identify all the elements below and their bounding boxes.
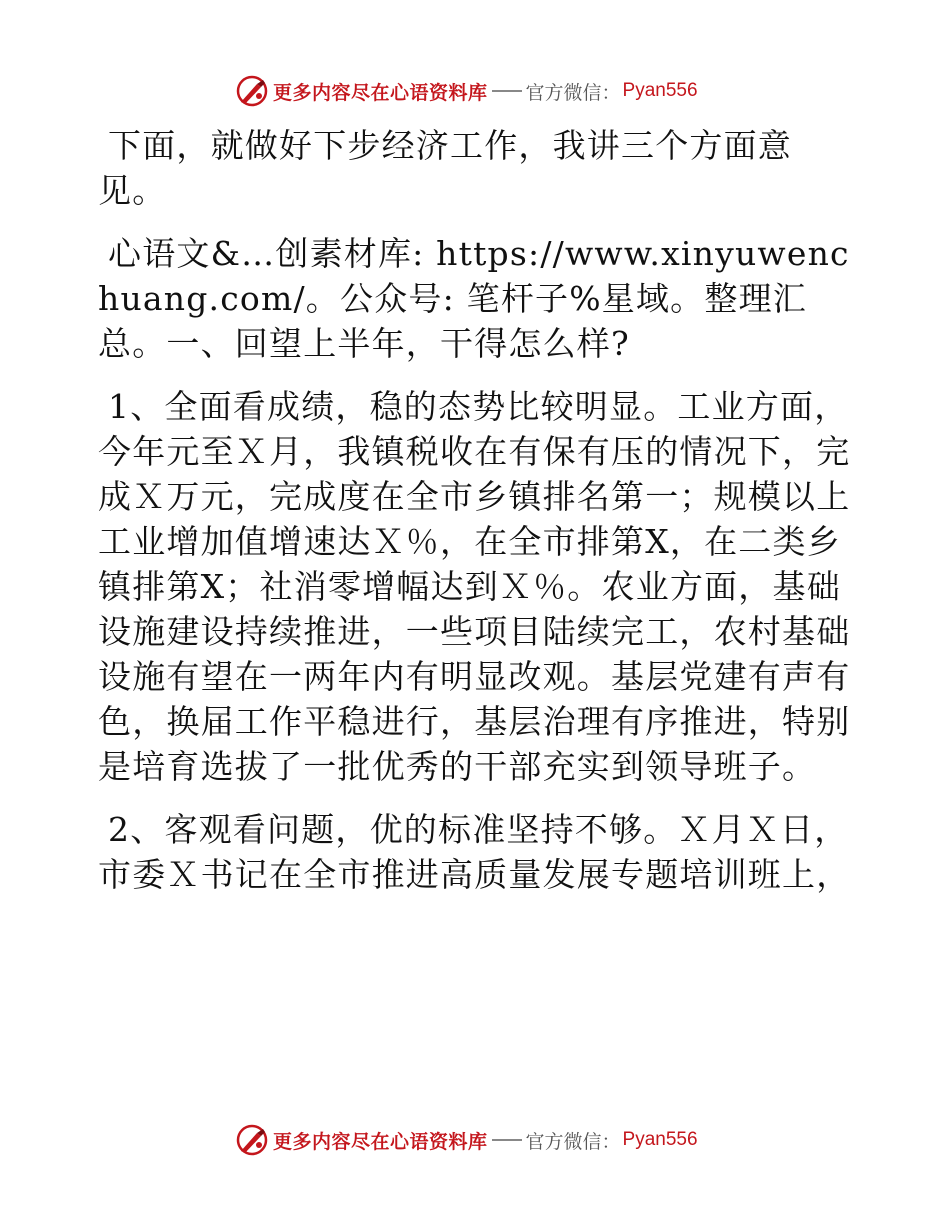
pen-logo-icon	[235, 1123, 269, 1157]
watermark-sub-text: 官方微信：	[525, 1130, 621, 1153]
watermark-dash	[492, 1139, 522, 1141]
header-watermark	[235, 73, 698, 109]
paragraph-source	[98, 231, 853, 366]
document-body	[98, 123, 853, 915]
watermark-main-text: 更多内容尽在心语资料库	[273, 81, 488, 104]
paragraph-problems-text: 2、客观看问题，优的标准坚持不够。Ｘ月Ｘ日，市委Ｘ书记在全市推进高质量发展专题培训班上，	[98, 810, 851, 894]
paragraph-intro-text: 下面，就做好下步经济工作，我讲三个方面意见。	[98, 126, 792, 210]
paragraph-source-text: 心语文&…创素材库: https://www.xinyuwenchuang.com/。公众号: 笔杆子%星域。整理汇总。一、回望上半年，干得怎么样?	[98, 234, 850, 363]
watermark-sub-text: 官方微信：	[525, 81, 621, 104]
watermark-wechat-id: Pyan556	[622, 80, 698, 101]
paragraph-intro	[98, 123, 853, 213]
paragraph-achievements	[98, 384, 853, 789]
watermark-main-text: 更多内容尽在心语资料库	[273, 1130, 488, 1153]
paragraph-achievements-text: 1、全面看成绩，稳的态势比较明显。工业方面，今年元至Ｘ月，我镇税收在有保有压的情况下，完成Ｘ万元，完成度在全市乡镇排名第一；规模以上工业增加值增速达Ｘ％，在全市排第X，在二类乡镇排第X；社消零增幅达到Ｘ％。农业方面，基础设施建设持续推进，一些项目陆续完工，农村基础设施有望在一两年内有明显改观。基层党建有声有色，换届工作平稳进行，基层治理有序推进，特别是培育选拔了一批优秀的干部充实到领导班子。	[98, 387, 851, 786]
paragraph-problems	[98, 807, 853, 897]
pen-logo-icon	[235, 74, 269, 108]
watermark-wechat-id: Pyan556	[622, 1129, 698, 1150]
watermark-dash	[492, 90, 522, 92]
footer-watermark	[235, 1122, 698, 1158]
